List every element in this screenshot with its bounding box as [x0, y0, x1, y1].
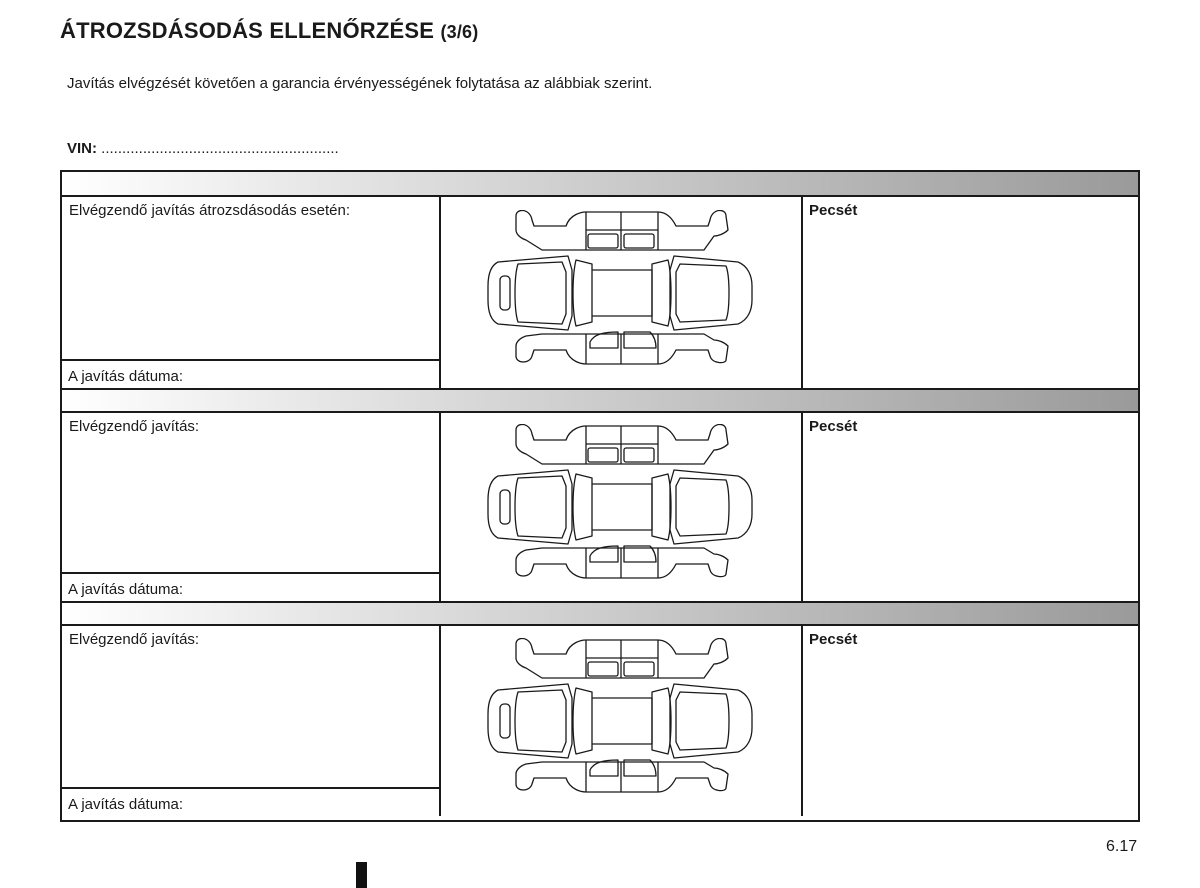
car-body-outline-icon [486, 638, 756, 804]
page-title-part: (3/6) [440, 22, 479, 42]
car-body-outline-icon [486, 424, 756, 590]
repair-date-field[interactable]: A javítás dátuma: [62, 359, 439, 388]
repair-field[interactable]: Elvégzendő javítás: [69, 631, 200, 648]
inspection-form-table [60, 170, 1140, 822]
vin-dots: ......................................................... [101, 140, 339, 157]
section-header-bar [62, 601, 1138, 626]
section-header-bar [62, 388, 1138, 413]
page-number: 6.17 [1106, 838, 1138, 855]
inspection-section-1 [62, 172, 1138, 388]
car-body-outline-icon [486, 210, 756, 376]
inspection-section-3 [62, 601, 1138, 816]
vin-line [67, 140, 339, 157]
stamp-field[interactable]: Pecsét [809, 202, 858, 219]
stamp-field[interactable]: Pecsét [809, 418, 858, 435]
vin-label: VIN: [67, 140, 97, 157]
section-header-bar [62, 172, 1138, 197]
inspection-section-2 [62, 388, 1138, 601]
intro-text: Javítás elvégzését követően a garancia érvényességének folytatása az alábbiak szerint. [67, 75, 653, 92]
page-title-main: ÁTROZSDÁSODÁS ELLENŐRZÉSE [60, 18, 435, 43]
car-diagram [441, 626, 803, 816]
page-edge-mark [356, 862, 367, 888]
car-diagram [441, 197, 803, 388]
repair-date-field[interactable]: A javítás dátuma: [62, 572, 439, 601]
stamp-field[interactable]: Pecsét [809, 631, 858, 648]
car-diagram [441, 413, 803, 601]
page-title [60, 18, 478, 44]
repair-date-field[interactable]: A javítás dátuma: [62, 787, 439, 816]
repair-field[interactable]: Elvégzendő javítás átrozsdásodás esetén: [69, 202, 351, 219]
repair-field[interactable]: Elvégzendő javítás: [69, 418, 200, 435]
